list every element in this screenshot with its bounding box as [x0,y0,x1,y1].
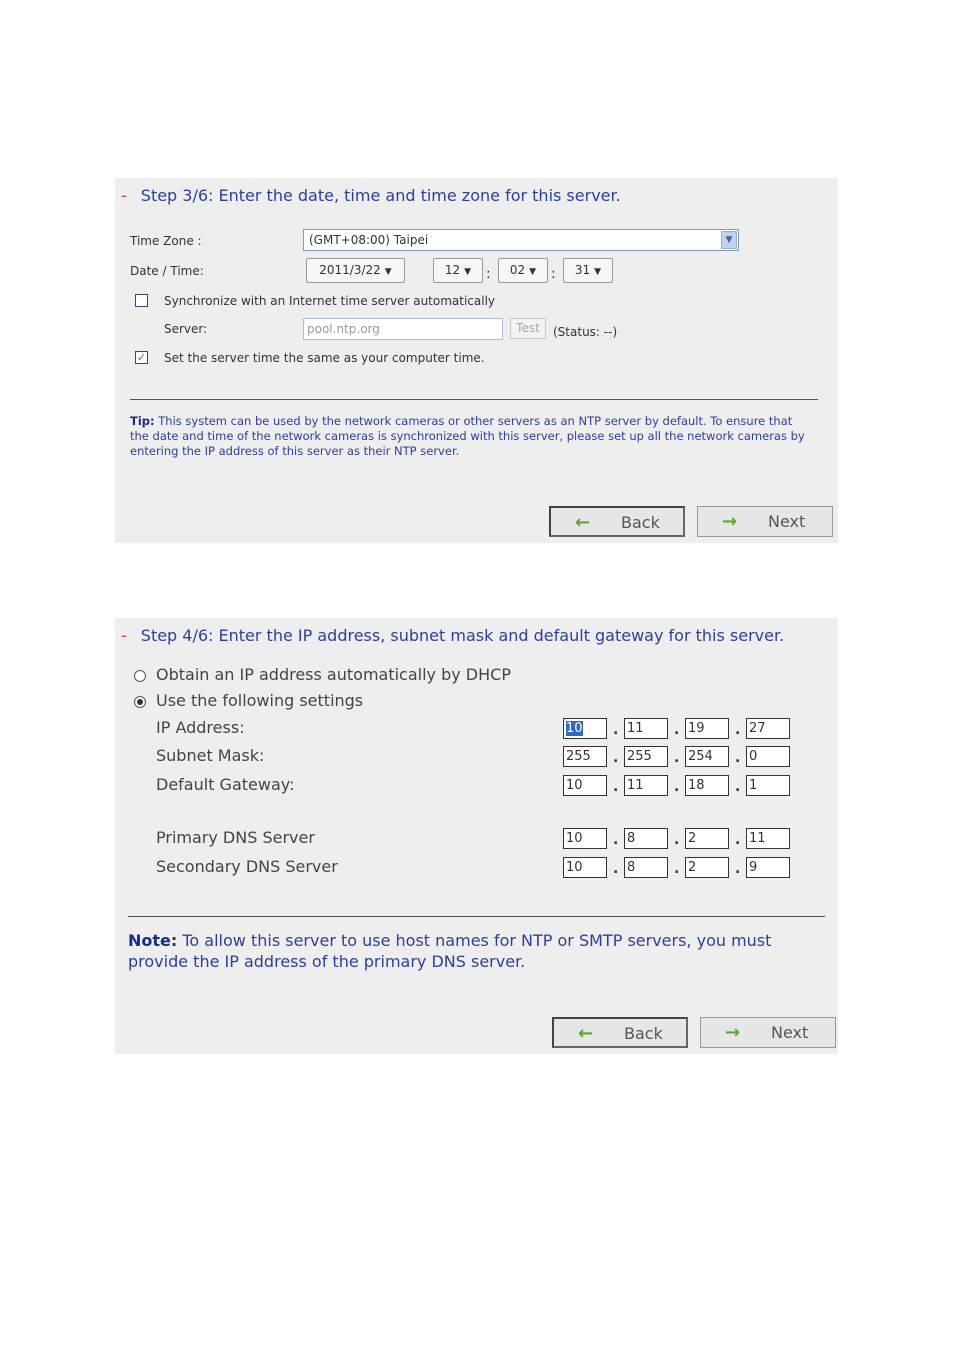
sync-checkbox[interactable] [135,294,148,307]
back-label: Back [624,1024,663,1043]
secondary-dns-label: Secondary DNS Server [156,857,338,876]
octet-dot: . [674,750,680,766]
secondary-dns-octet-1[interactable]: 10 [563,857,607,878]
subnet-octet-4[interactable]: 0 [746,746,790,767]
time-separator: : [486,266,491,282]
caret-down-icon: ▼ [529,267,537,277]
gateway-octet-3[interactable]: 18 [685,775,729,796]
time-zone-label: Time Zone : [130,234,202,248]
arrow-right-icon: → [725,1022,741,1043]
caret-down-icon: ▼ [594,267,602,277]
subnet-octet-1[interactable]: 255 [563,746,607,767]
secondary-dns-octet-4[interactable]: 9 [746,857,790,878]
octet-dot: . [674,832,680,848]
secondary-dns-octet-3[interactable]: 2 [685,857,729,878]
step4-header [121,626,784,645]
time-zone-select[interactable] [303,229,739,251]
ip-octet-2[interactable]: 11 [624,718,668,739]
tip-body: This system can be used by the network cameras or other servers as an NTP server by default. To ensure that the date and time of the network cameras is synchronized with this server, please set up all the network cameras by entering the IP address of this server as their NTP server. [130,414,805,458]
step3-title: Step 3/6: Enter the date, time and time zone for this server. [140,186,621,205]
arrow-left-icon: ← [575,512,591,533]
note-text [128,930,828,972]
ip-octet-4[interactable]: 27 [746,718,790,739]
subnet-mask-label: Subnet Mask: [156,746,265,765]
dhcp-label: Obtain an IP address automatically by DHCP [156,665,511,684]
second-value: 31 [574,263,591,277]
octet-dot: . [613,861,619,877]
subnet-octet-3[interactable]: 254 [685,746,729,767]
arrow-left-icon: ← [578,1023,594,1044]
next-button[interactable] [697,506,833,537]
date-dropdown[interactable] [306,258,405,283]
ip-octet-1[interactable] [563,718,607,739]
date-time-label: Date / Time: [130,264,204,278]
gateway-octet-1[interactable]: 10 [563,775,607,796]
collapse-dash-icon[interactable]: - [121,626,127,645]
checkmark-icon: ✓ [136,351,147,364]
tip-text [130,414,810,459]
manual-radio[interactable] [134,696,146,708]
octet-dot: . [613,779,619,795]
hour-dropdown[interactable] [433,258,483,283]
gateway-octet-4[interactable]: 1 [746,775,790,796]
date-value: 2011/3/22 [319,263,381,277]
test-button[interactable]: Test [510,318,546,339]
chevron-down-icon[interactable]: ▼ [721,231,737,249]
octet-dot: . [674,722,680,738]
time-zone-value: (GMT+08:00) Taipei [309,233,429,247]
caret-down-icon: ▼ [384,267,392,277]
octet-dot: . [735,750,741,766]
octet-dot: . [735,722,741,738]
ntp-server-input[interactable]: pool.ntp.org [303,318,503,340]
ip-octet-1-value: 10 [566,721,583,736]
octet-dot: . [674,779,680,795]
next-button[interactable] [700,1017,836,1048]
divider [130,399,818,400]
time-separator: : [551,266,556,282]
minute-value: 02 [509,263,526,277]
same-time-label: Set the server time the same as your computer time. [164,351,485,365]
caret-down-icon: ▼ [464,267,472,277]
tip-label: Tip: [130,414,155,428]
ip-octet-3[interactable]: 19 [685,718,729,739]
primary-dns-octet-2[interactable]: 8 [624,828,668,849]
manual-label: Use the following settings [156,691,364,710]
dhcp-radio[interactable] [134,670,146,682]
octet-dot: . [735,832,741,848]
step4-title: Step 4/6: Enter the IP address, subnet mask and default gateway for this server. [140,626,785,645]
gateway-octet-2[interactable]: 11 [624,775,668,796]
step4-panel [115,618,838,1054]
hour-value: 12 [444,263,461,277]
secondary-dns-octet-2[interactable]: 8 [624,857,668,878]
back-button[interactable] [549,506,685,537]
octet-dot: . [613,750,619,766]
primary-dns-octet-1[interactable]: 10 [563,828,607,849]
arrow-right-icon: → [722,511,738,532]
gateway-label: Default Gateway: [156,775,295,794]
radio-selected-dot [137,699,143,705]
subnet-octet-2[interactable]: 255 [624,746,668,767]
note-body: To allow this server to use host names for NTP or SMTP servers, you must provide the IP address of the primary DNS server. [128,931,772,971]
second-dropdown[interactable] [563,258,613,283]
primary-dns-octet-4[interactable]: 11 [746,828,790,849]
sync-label: Synchronize with an Internet time server automatically [164,294,496,308]
note-label: Note: [128,931,178,950]
octet-dot: . [613,722,619,738]
next-label: Next [768,512,806,531]
back-button[interactable] [552,1017,688,1048]
divider [128,916,825,917]
primary-dns-octet-3[interactable]: 2 [685,828,729,849]
status-text: (Status: --) [553,325,618,339]
octet-dot: . [735,779,741,795]
octet-dot: . [613,832,619,848]
step3-header [121,186,621,205]
step3-panel [115,178,838,543]
collapse-dash-icon[interactable]: - [121,186,127,205]
server-label: Server: [164,322,208,336]
same-time-checkbox[interactable] [135,351,148,364]
octet-dot: . [735,861,741,877]
minute-dropdown[interactable] [498,258,548,283]
next-label: Next [771,1023,809,1042]
ip-address-label: IP Address: [156,718,245,737]
back-label: Back [621,513,660,532]
octet-dot: . [674,861,680,877]
primary-dns-label: Primary DNS Server [156,828,315,847]
